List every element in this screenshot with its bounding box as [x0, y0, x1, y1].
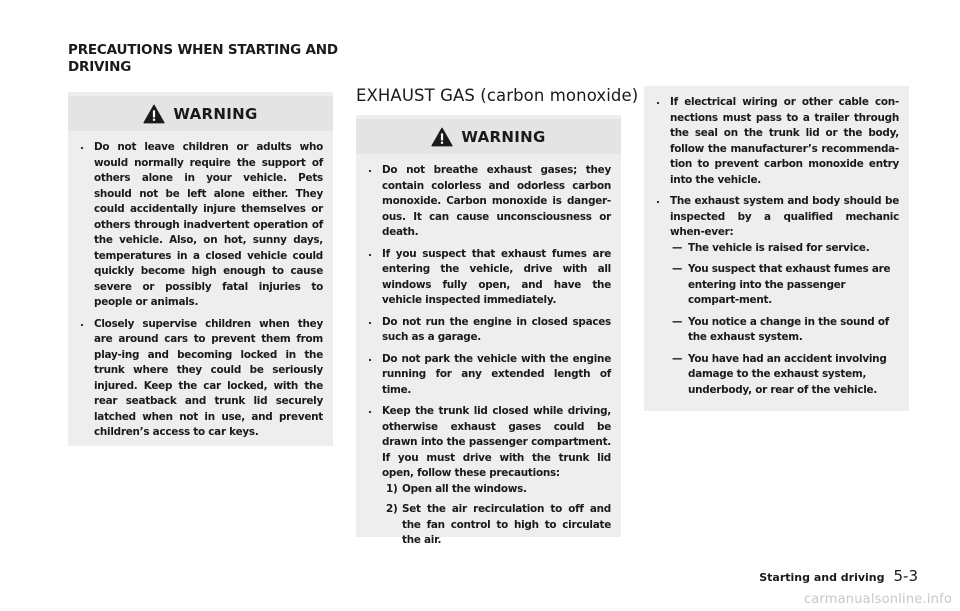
warning-header: [356, 119, 621, 154]
precaution-steps: [382, 482, 611, 549]
page-footer: [759, 567, 918, 585]
info-box-exhaust-inspection: [644, 86, 909, 411]
list-item-text: The exhaust system and body should be inspected by a qualified mechanic when-ever:: [670, 195, 899, 238]
list-item: . Do not park the vehicle with the engine running for any extended length of time.: [368, 352, 611, 399]
warning-list: [368, 163, 611, 555]
step-text: Set the air recirculation to off and the fan control to high to circulate the air.: [402, 503, 611, 546]
step-text: Open all the windows.: [402, 482, 527, 495]
step-item: [382, 502, 611, 549]
footer-section-label: Starting and driving: [759, 571, 885, 584]
step-item: [382, 482, 611, 498]
warning-triangle-icon: [143, 104, 165, 124]
watermark: carmanualsonline.info: [803, 592, 952, 607]
list-item: . Closely supervise children when they are around cars to prevent them from play-ing and becoming locked in the trunk where they could be seriously injured. Keep the car locked, with the rear seatback and trunk lid securely latched when not in use, and prevent children’s access to car keys.: [80, 317, 323, 441]
step-number: 1): [386, 482, 398, 495]
info-list: [656, 95, 899, 404]
list-item: . Do not breathe exhaust gases; they contain colorless and odorless carbon monoxide. Carbon monoxide is danger-ous. It can cause unconsciousness or death.: [368, 163, 611, 241]
list-item: [656, 194, 899, 398]
inspection-conditions: [670, 241, 899, 399]
list-item: . Do not leave children or adults who would normally require the support of others alone in your vehicle. Pets should not be left alone either. They could accidentally injure themselves or others through inadvertent operation of the vehicle. Also, on hot, sunny days, temperatures in a closed vehicle could quickly become high enough to cause severe or possibly fatal injuries to people or animals.: [80, 140, 323, 311]
warning-header: [68, 96, 333, 131]
warning-box-children: [68, 92, 333, 446]
list-item: . If you suspect that exhaust fumes are entering the vehicle, drive with all windows fully open, and have the vehicle inspected immediately.: [368, 247, 611, 309]
list-item: . Do not run the engine in closed spaces such as a garage.: [368, 315, 611, 346]
section-title: PRECAUTIONS WHEN STARTING AND DRIVING: [68, 42, 338, 75]
warning-triangle-icon: [431, 127, 453, 147]
exhaust-gas-heading: EXHAUST GAS (carbon monoxide): [356, 86, 639, 105]
list-item: . If electrical wiring or other cable con-nections must pass to a trailer through the seal on the trunk lid or the body, follow the manufacturer’s recommenda-tion to prevent carbon monoxide entry into the vehicle.: [656, 95, 899, 188]
warning-label: WARNING: [461, 127, 546, 146]
warning-label: WARNING: [173, 104, 258, 123]
condition-item: — You suspect that exhaust fumes are entering into the passenger compart-ment.: [670, 262, 899, 309]
condition-item: — You notice a change in the sound of the exhaust system.: [670, 315, 899, 346]
step-number: 2): [386, 503, 398, 515]
condition-item: — You have had an accident involving damage to the exhaust system, underbody, or rear of the vehicle.: [670, 352, 899, 399]
warning-list: [80, 140, 323, 447]
warning-box-exhaust: [356, 115, 621, 546]
condition-item: — The vehicle is raised for service.: [670, 241, 899, 257]
page-number: 5-3: [893, 567, 918, 585]
list-item-text: Keep the trunk lid closed while driving, otherwise exhaust gases could be drawn into the passenger compartment. If you must drive with the trunk lid open, follow these precautions:: [382, 405, 611, 479]
list-item: [368, 404, 611, 549]
